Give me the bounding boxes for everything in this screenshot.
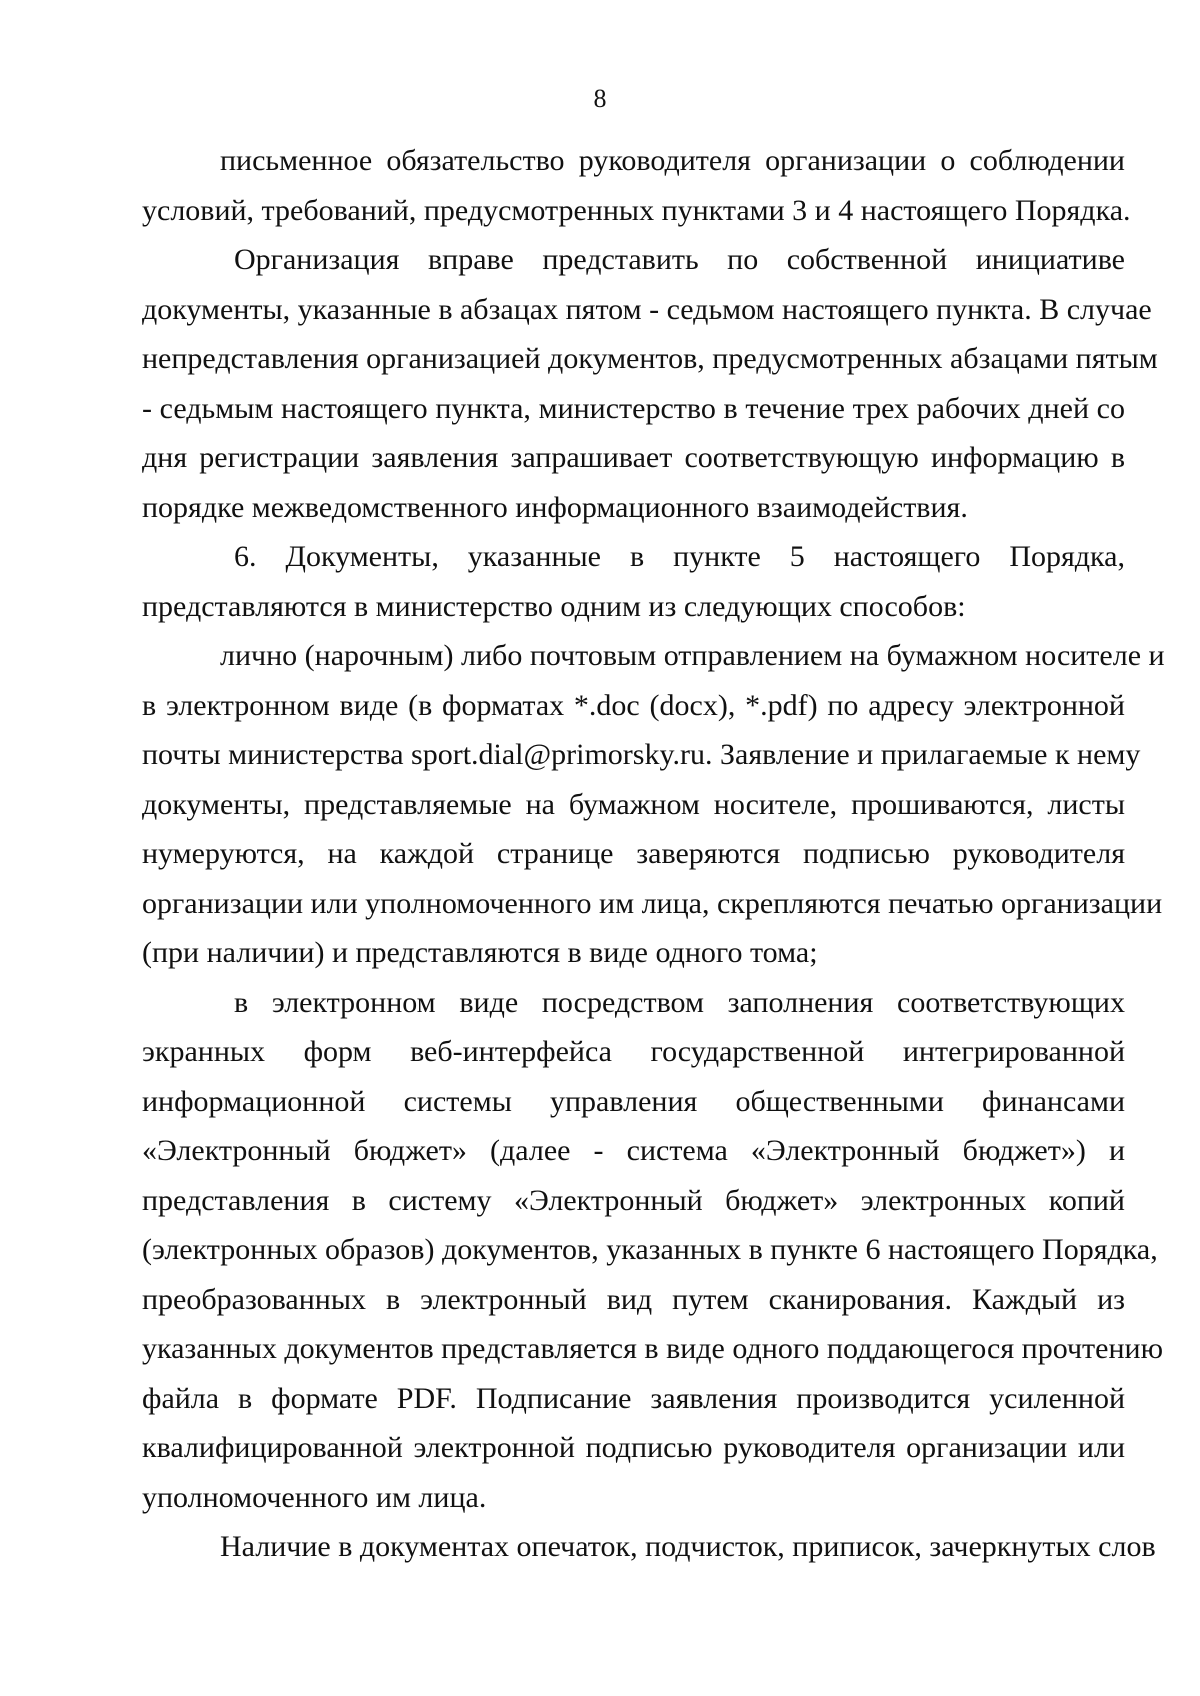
text-line: Организация вправе представить по собственной инициативе bbox=[234, 243, 1125, 276]
text-line: квалифицированной электронной подписью руководителя организации или bbox=[142, 1431, 1125, 1464]
text-line: непредставления организацией документов, предусмотренных абзацами пятым bbox=[142, 342, 1158, 375]
text-line: нумеруются, на каждой странице заверяются подписью руководителя bbox=[142, 837, 1125, 870]
text-line: преобразованных в электронный вид путем сканирования. Каждый из bbox=[142, 1282, 1125, 1316]
paragraph-electronic-submission bbox=[142, 978, 1163, 1523]
text-line: дня регистрации заявления запрашивает соответствующую информацию в bbox=[142, 441, 1125, 474]
text-line: (электронных образов) документов, указанных в пункте 6 настоящего Порядка, bbox=[142, 1233, 1158, 1266]
text-line: - седьмым настоящего пункта, министерство в течение трех рабочих дней со bbox=[142, 391, 1125, 425]
text-line: представления в систему «Электронный бюджет» электронных копий bbox=[142, 1183, 1125, 1217]
text-line: письменное обязательство руководителя организации о соблюдении bbox=[220, 144, 1125, 177]
text-line: «Электронный бюджет» (далее - система «Электронный бюджет») и bbox=[142, 1134, 1125, 1167]
text-line: (при наличии) и представляются в виде одного тома; bbox=[142, 936, 818, 969]
text-line: почты министерства sport.dial@primorsky.ru. Заявление и прилагаемые к нему bbox=[142, 738, 1141, 771]
text-line: документы, представляемые на бумажном носителе, прошиваются, листы bbox=[142, 787, 1125, 821]
text-line: порядке межведомственного информационного взаимодействия. bbox=[142, 490, 968, 524]
text-line: документы, указанные в абзацах пятом - седьмом настоящего пункта. В случае bbox=[142, 292, 1152, 326]
page-number: 8 bbox=[593, 84, 607, 113]
text-line: 6. Документы, указанные в пункте 5 настоящего Порядка, bbox=[234, 540, 1125, 573]
text-line: лично (нарочным) либо почтовым отправлением на бумажном носителе и bbox=[220, 639, 1165, 672]
paragraph-obligation bbox=[142, 136, 1131, 235]
text-line: представляются в министерство одним из следующих способов: bbox=[142, 589, 966, 623]
text-line: Наличие в документах опечаток, подчисток, приписок, зачеркнутых слов bbox=[220, 1530, 1156, 1563]
text-line: файла в формате PDF. Подписание заявления производится усиленной bbox=[142, 1381, 1125, 1415]
text-line: уполномоченного им лица. bbox=[142, 1480, 487, 1514]
paragraph-typos bbox=[142, 1522, 1156, 1572]
text-line: в электронном виде посредством заполнения соответствующих bbox=[234, 985, 1125, 1019]
text-line: в электронном виде (в форматах *.doc (docx), *.pdf) по адресу электронной bbox=[142, 688, 1125, 722]
text-line: указанных документов представляется в виде одного поддающегося прочтению bbox=[142, 1332, 1163, 1365]
document-body bbox=[142, 136, 1165, 1572]
text-line: экранных форм веб-интерфейса государственной интегрированной bbox=[142, 1035, 1125, 1068]
text-line: условий, требований, предусмотренных пунктами 3 и 4 настоящего Порядка. bbox=[142, 193, 1131, 227]
paragraph-optional-documents bbox=[142, 235, 1158, 532]
text-line: информационной системы управления общественными финансами bbox=[142, 1084, 1125, 1118]
paragraph-item-6 bbox=[142, 532, 1125, 631]
text-line: организации или уполномоченного им лица, скрепляются печатью организации bbox=[142, 886, 1163, 920]
paragraph-paper-submission bbox=[142, 631, 1165, 978]
